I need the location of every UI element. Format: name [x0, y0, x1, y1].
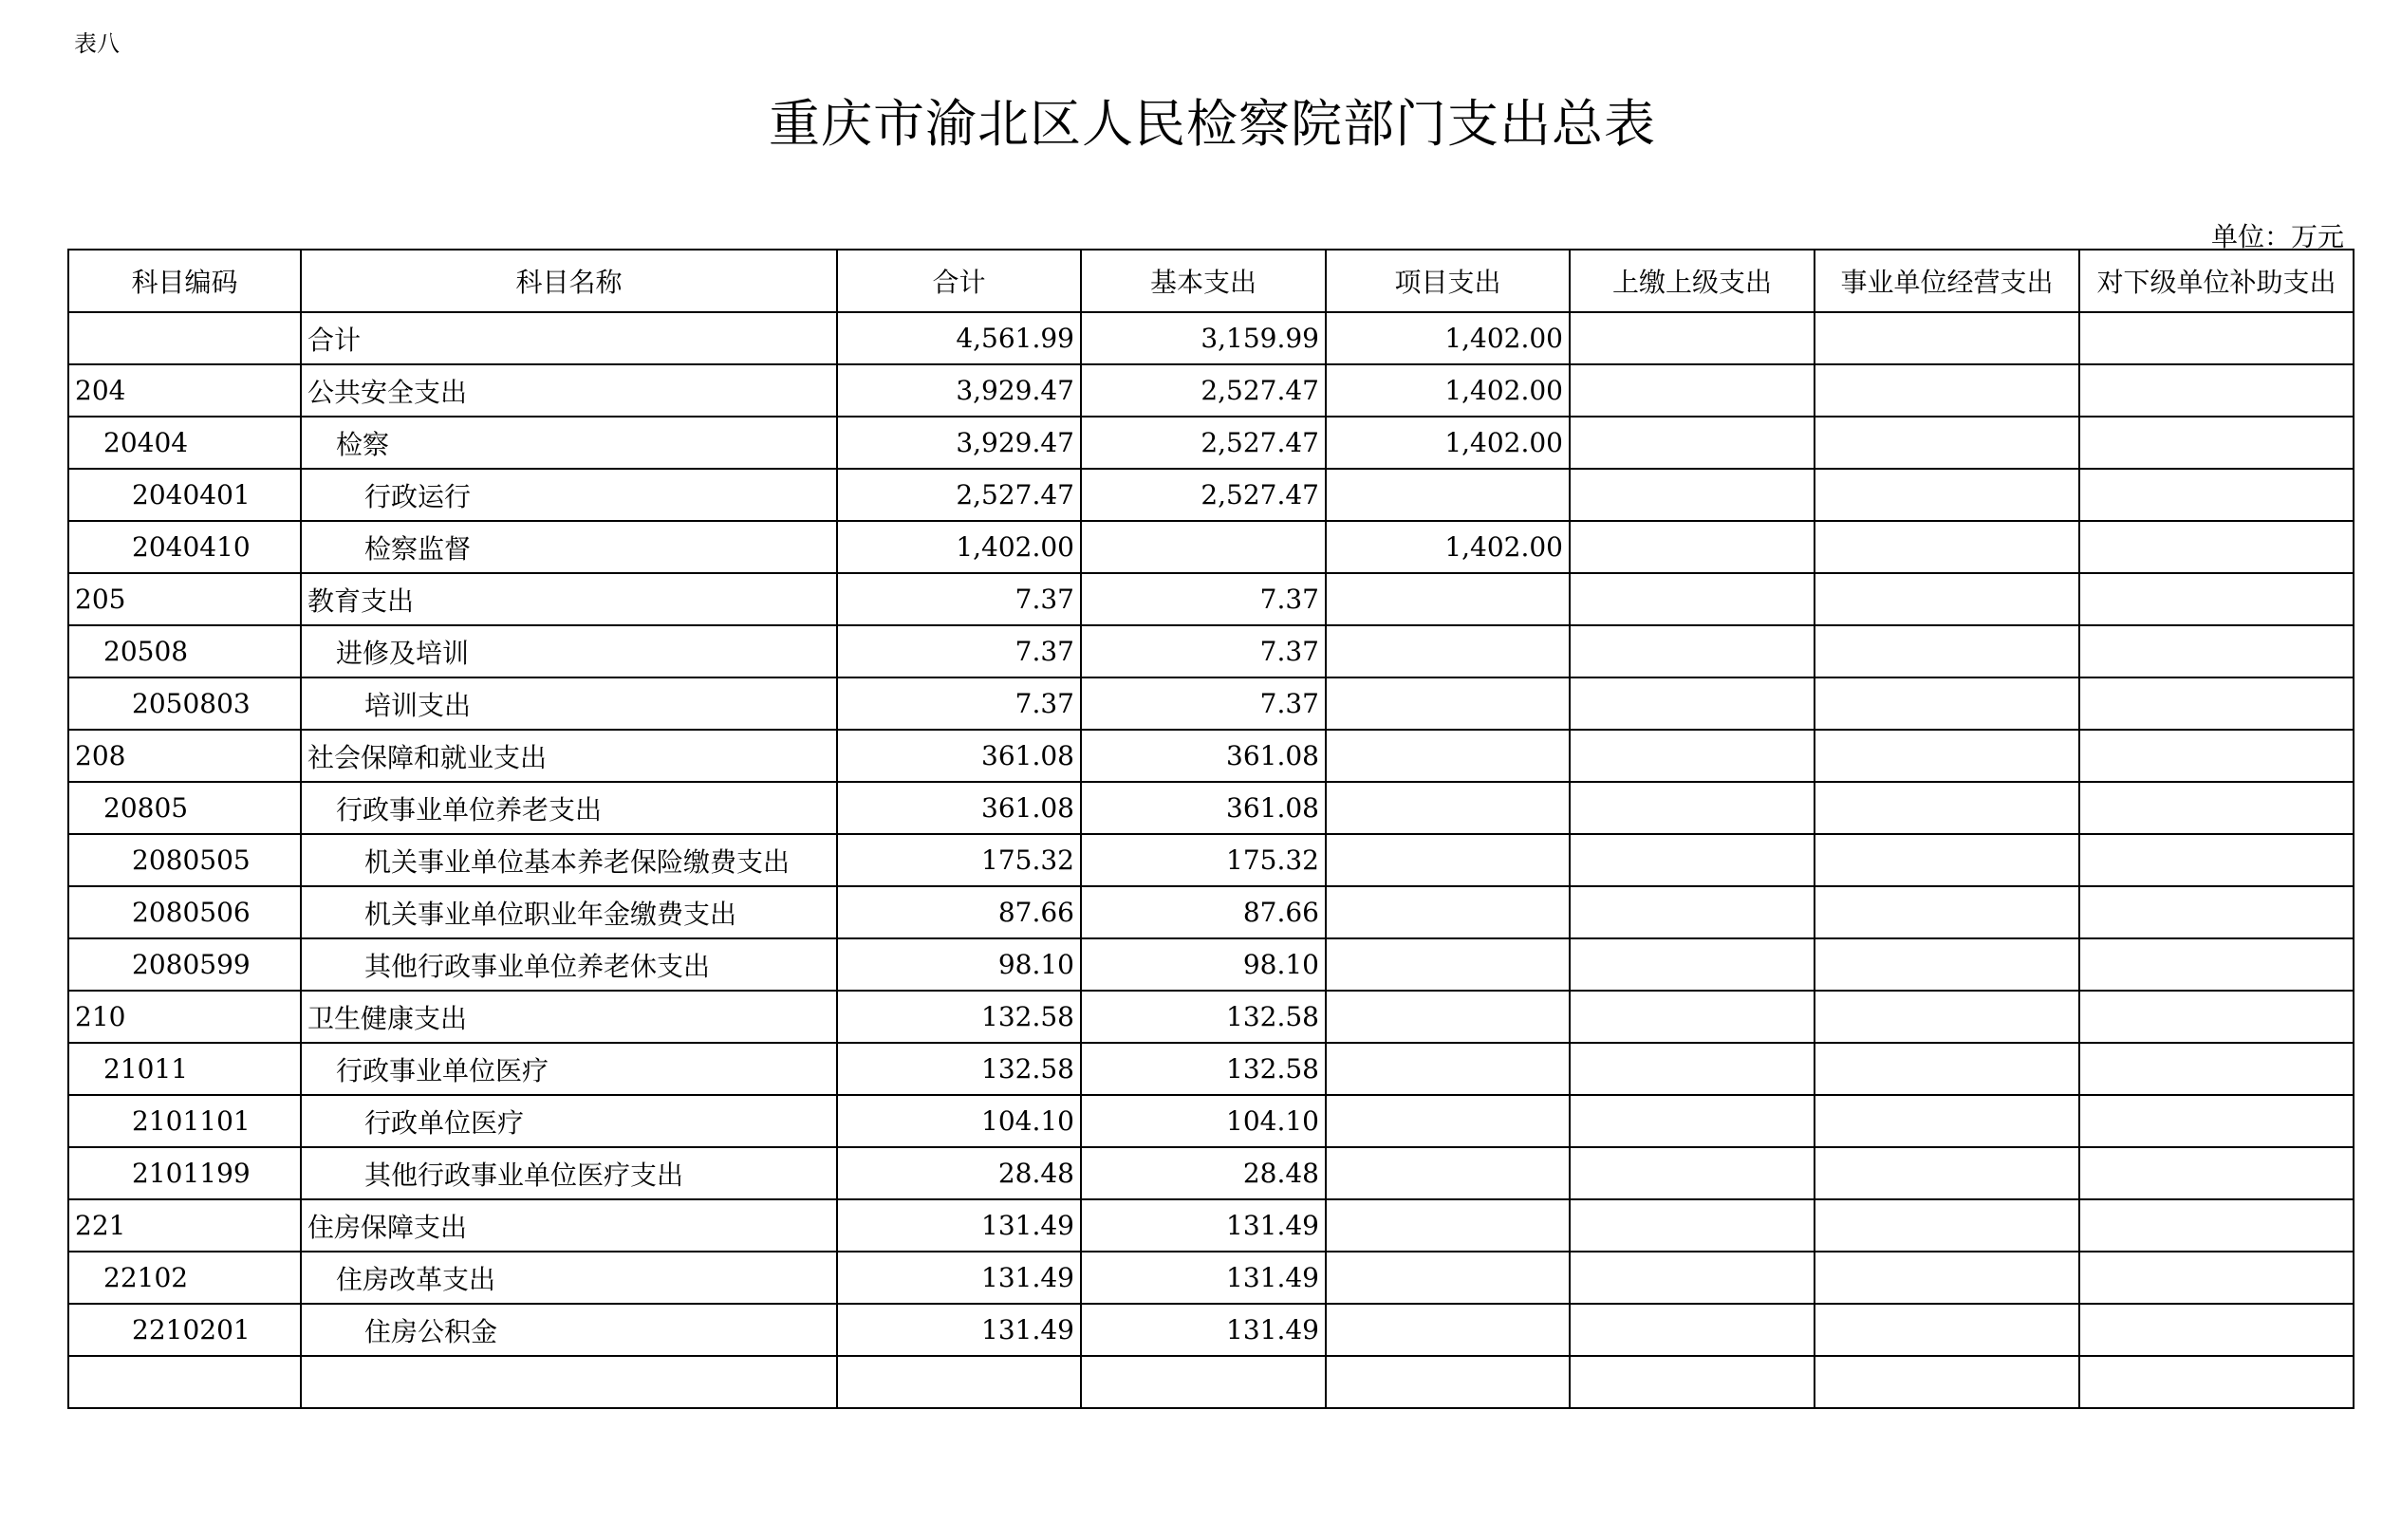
cell-subsidy	[2079, 573, 2354, 625]
cell-project	[1326, 677, 1570, 730]
cell-total: 131.49	[837, 1199, 1081, 1252]
cell-code: 2040401	[68, 469, 301, 521]
expense-table	[67, 249, 2354, 1409]
cell-subsidy	[2079, 677, 2354, 730]
cell-total: 3,929.47	[837, 364, 1081, 417]
cell-basic: 7.37	[1081, 677, 1326, 730]
cell-project	[1326, 1043, 1570, 1095]
cell-subsidy	[2079, 417, 2354, 469]
cell-operating	[1815, 782, 2079, 834]
cell-upper	[1570, 1199, 1815, 1252]
cell-upper	[1570, 677, 1815, 730]
cell-subsidy	[2079, 1043, 2354, 1095]
cell-name: 机关事业单位基本养老保险缴费支出	[301, 834, 837, 886]
cell-basic	[1081, 521, 1326, 573]
cell-upper	[1570, 782, 1815, 834]
cell-subsidy	[2079, 730, 2354, 782]
cell-name: 社会保障和就业支出	[301, 730, 837, 782]
cell-total: 132.58	[837, 991, 1081, 1043]
cell-operating	[1815, 886, 2079, 938]
cell-name: 培训支出	[301, 677, 837, 730]
cell-subsidy	[2079, 1095, 2354, 1147]
cell-basic: 28.48	[1081, 1147, 1326, 1199]
cell-total: 2,527.47	[837, 469, 1081, 521]
cell-project	[1326, 1147, 1570, 1199]
cell-operating	[1815, 991, 2079, 1043]
table-row	[68, 1095, 2354, 1147]
cell-project	[1326, 625, 1570, 677]
cell-project	[1326, 1199, 1570, 1252]
cell-code: 21011	[68, 1043, 301, 1095]
cell-basic: 98.10	[1081, 938, 1326, 991]
cell-operating	[1815, 417, 2079, 469]
cell-total: 131.49	[837, 1304, 1081, 1356]
page-title: 重庆市渝北区人民检察院部门支出总表	[769, 94, 1656, 154]
cell-upper	[1570, 938, 1815, 991]
table-number-label: 表八	[74, 30, 120, 57]
cell-upper	[1570, 521, 1815, 573]
cell-total: 1,402.00	[837, 521, 1081, 573]
cell-project: 1,402.00	[1326, 521, 1570, 573]
cell-operating	[1815, 573, 2079, 625]
cell-code	[68, 1356, 301, 1408]
cell-name: 合计	[301, 312, 837, 364]
cell-name: 行政事业单位养老支出	[301, 782, 837, 834]
cell-total: 3,929.47	[837, 417, 1081, 469]
table-row	[68, 1356, 2354, 1408]
table-row	[68, 1043, 2354, 1095]
cell-name	[301, 1356, 837, 1408]
cell-subsidy	[2079, 834, 2354, 886]
cell-operating	[1815, 677, 2079, 730]
cell-upper	[1570, 834, 1815, 886]
cell-name: 住房改革支出	[301, 1252, 837, 1304]
cell-subsidy	[2079, 1199, 2354, 1252]
cell-basic: 104.10	[1081, 1095, 1326, 1147]
cell-subsidy	[2079, 782, 2354, 834]
table-row	[68, 886, 2354, 938]
cell-total: 175.32	[837, 834, 1081, 886]
column-header-basic: 基本支出	[1081, 250, 1326, 312]
cell-basic	[1081, 1356, 1326, 1408]
cell-upper	[1570, 312, 1815, 364]
table-row	[68, 1199, 2354, 1252]
cell-operating	[1815, 1199, 2079, 1252]
cell-code: 2080506	[68, 886, 301, 938]
cell-project	[1326, 573, 1570, 625]
cell-basic: 2,527.47	[1081, 469, 1326, 521]
cell-name: 住房公积金	[301, 1304, 837, 1356]
cell-operating	[1815, 521, 2079, 573]
table-row	[68, 312, 2354, 364]
cell-name: 行政事业单位医疗	[301, 1043, 837, 1095]
cell-operating	[1815, 730, 2079, 782]
table-row	[68, 730, 2354, 782]
cell-subsidy	[2079, 886, 2354, 938]
cell-project	[1326, 469, 1570, 521]
cell-name: 行政单位医疗	[301, 1095, 837, 1147]
cell-total: 104.10	[837, 1095, 1081, 1147]
cell-basic: 131.49	[1081, 1304, 1326, 1356]
cell-operating	[1815, 1043, 2079, 1095]
cell-subsidy	[2079, 312, 2354, 364]
table-row	[68, 677, 2354, 730]
cell-code: 20404	[68, 417, 301, 469]
cell-code: 204	[68, 364, 301, 417]
cell-operating	[1815, 364, 2079, 417]
cell-total: 132.58	[837, 1043, 1081, 1095]
cell-name: 行政运行	[301, 469, 837, 521]
cell-code: 2050803	[68, 677, 301, 730]
cell-total: 4,561.99	[837, 312, 1081, 364]
cell-code: 2080599	[68, 938, 301, 991]
cell-operating	[1815, 938, 2079, 991]
cell-operating	[1815, 834, 2079, 886]
cell-code: 2210201	[68, 1304, 301, 1356]
cell-operating	[1815, 312, 2079, 364]
cell-operating	[1815, 1252, 2079, 1304]
cell-basic: 2,527.47	[1081, 364, 1326, 417]
cell-project	[1326, 886, 1570, 938]
table-row	[68, 625, 2354, 677]
cell-name: 其他行政事业单位医疗支出	[301, 1147, 837, 1199]
cell-basic: 7.37	[1081, 573, 1326, 625]
column-header-operating: 事业单位经营支出	[1815, 250, 2079, 312]
cell-code: 208	[68, 730, 301, 782]
cell-project	[1326, 1304, 1570, 1356]
cell-subsidy	[2079, 991, 2354, 1043]
cell-upper	[1570, 730, 1815, 782]
cell-basic: 361.08	[1081, 782, 1326, 834]
cell-code: 2040410	[68, 521, 301, 573]
cell-subsidy	[2079, 1304, 2354, 1356]
cell-subsidy	[2079, 521, 2354, 573]
cell-subsidy	[2079, 938, 2354, 991]
cell-upper	[1570, 1356, 1815, 1408]
cell-upper	[1570, 1147, 1815, 1199]
cell-total: 361.08	[837, 782, 1081, 834]
cell-code: 2101101	[68, 1095, 301, 1147]
cell-total: 7.37	[837, 625, 1081, 677]
cell-upper	[1570, 1095, 1815, 1147]
cell-operating	[1815, 625, 2079, 677]
cell-project	[1326, 938, 1570, 991]
column-header-name: 科目名称	[301, 250, 837, 312]
cell-code: 2101199	[68, 1147, 301, 1199]
cell-upper	[1570, 625, 1815, 677]
cell-basic: 175.32	[1081, 834, 1326, 886]
cell-subsidy	[2079, 469, 2354, 521]
cell-upper	[1570, 417, 1815, 469]
cell-code: 2080505	[68, 834, 301, 886]
unit-label: 单位：万元	[2210, 221, 2344, 252]
cell-subsidy	[2079, 1147, 2354, 1199]
column-header-code: 科目编码	[68, 250, 301, 312]
cell-total: 98.10	[837, 938, 1081, 991]
cell-upper	[1570, 1304, 1815, 1356]
cell-total: 131.49	[837, 1252, 1081, 1304]
cell-subsidy	[2079, 1356, 2354, 1408]
cell-upper	[1570, 469, 1815, 521]
cell-operating	[1815, 1356, 2079, 1408]
table-row	[68, 938, 2354, 991]
cell-code	[68, 312, 301, 364]
cell-name: 进修及培训	[301, 625, 837, 677]
cell-code: 20805	[68, 782, 301, 834]
column-header-project: 项目支出	[1326, 250, 1570, 312]
cell-subsidy	[2079, 1252, 2354, 1304]
cell-total: 7.37	[837, 677, 1081, 730]
column-header-total: 合计	[837, 250, 1081, 312]
cell-operating	[1815, 469, 2079, 521]
cell-name: 教育支出	[301, 573, 837, 625]
cell-code: 22102	[68, 1252, 301, 1304]
cell-upper	[1570, 1043, 1815, 1095]
cell-total: 361.08	[837, 730, 1081, 782]
cell-basic: 361.08	[1081, 730, 1326, 782]
cell-project	[1326, 1356, 1570, 1408]
cell-name: 公共安全支出	[301, 364, 837, 417]
cell-upper	[1570, 1252, 1815, 1304]
cell-project	[1326, 782, 1570, 834]
cell-basic: 131.49	[1081, 1199, 1326, 1252]
cell-basic: 3,159.99	[1081, 312, 1326, 364]
cell-basic: 87.66	[1081, 886, 1326, 938]
cell-basic: 132.58	[1081, 1043, 1326, 1095]
table-row	[68, 1304, 2354, 1356]
table-row	[68, 364, 2354, 417]
table-row	[68, 573, 2354, 625]
cell-project	[1326, 834, 1570, 886]
table-row	[68, 1147, 2354, 1199]
cell-operating	[1815, 1147, 2079, 1199]
table-body	[68, 312, 2354, 1408]
table-row	[68, 834, 2354, 886]
column-header-upper: 上缴上级支出	[1570, 250, 1815, 312]
cell-upper	[1570, 991, 1815, 1043]
table-row	[68, 521, 2354, 573]
cell-upper	[1570, 573, 1815, 625]
cell-basic: 7.37	[1081, 625, 1326, 677]
cell-upper	[1570, 364, 1815, 417]
cell-project	[1326, 1252, 1570, 1304]
cell-total	[837, 1356, 1081, 1408]
cell-subsidy	[2079, 364, 2354, 417]
cell-operating	[1815, 1095, 2079, 1147]
cell-total: 87.66	[837, 886, 1081, 938]
table-header-row	[68, 250, 2354, 312]
table-row	[68, 1252, 2354, 1304]
cell-total: 7.37	[837, 573, 1081, 625]
cell-project: 1,402.00	[1326, 312, 1570, 364]
cell-basic: 132.58	[1081, 991, 1326, 1043]
cell-project	[1326, 991, 1570, 1043]
cell-basic: 2,527.47	[1081, 417, 1326, 469]
column-header-subsidy: 对下级单位补助支出	[2079, 250, 2354, 312]
table-row	[68, 417, 2354, 469]
cell-total: 28.48	[837, 1147, 1081, 1199]
cell-upper	[1570, 886, 1815, 938]
cell-code: 210	[68, 991, 301, 1043]
cell-name: 卫生健康支出	[301, 991, 837, 1043]
cell-project	[1326, 1095, 1570, 1147]
cell-name: 检察	[301, 417, 837, 469]
cell-code: 221	[68, 1199, 301, 1252]
table-row	[68, 782, 2354, 834]
cell-operating	[1815, 1304, 2079, 1356]
cell-name: 住房保障支出	[301, 1199, 837, 1252]
cell-project: 1,402.00	[1326, 364, 1570, 417]
cell-name: 机关事业单位职业年金缴费支出	[301, 886, 837, 938]
cell-subsidy	[2079, 625, 2354, 677]
table-row	[68, 991, 2354, 1043]
cell-project: 1,402.00	[1326, 417, 1570, 469]
cell-project	[1326, 730, 1570, 782]
cell-name: 其他行政事业单位养老休支出	[301, 938, 837, 991]
cell-code: 20508	[68, 625, 301, 677]
table-row	[68, 469, 2354, 521]
cell-name: 检察监督	[301, 521, 837, 573]
cell-code: 205	[68, 573, 301, 625]
cell-basic: 131.49	[1081, 1252, 1326, 1304]
